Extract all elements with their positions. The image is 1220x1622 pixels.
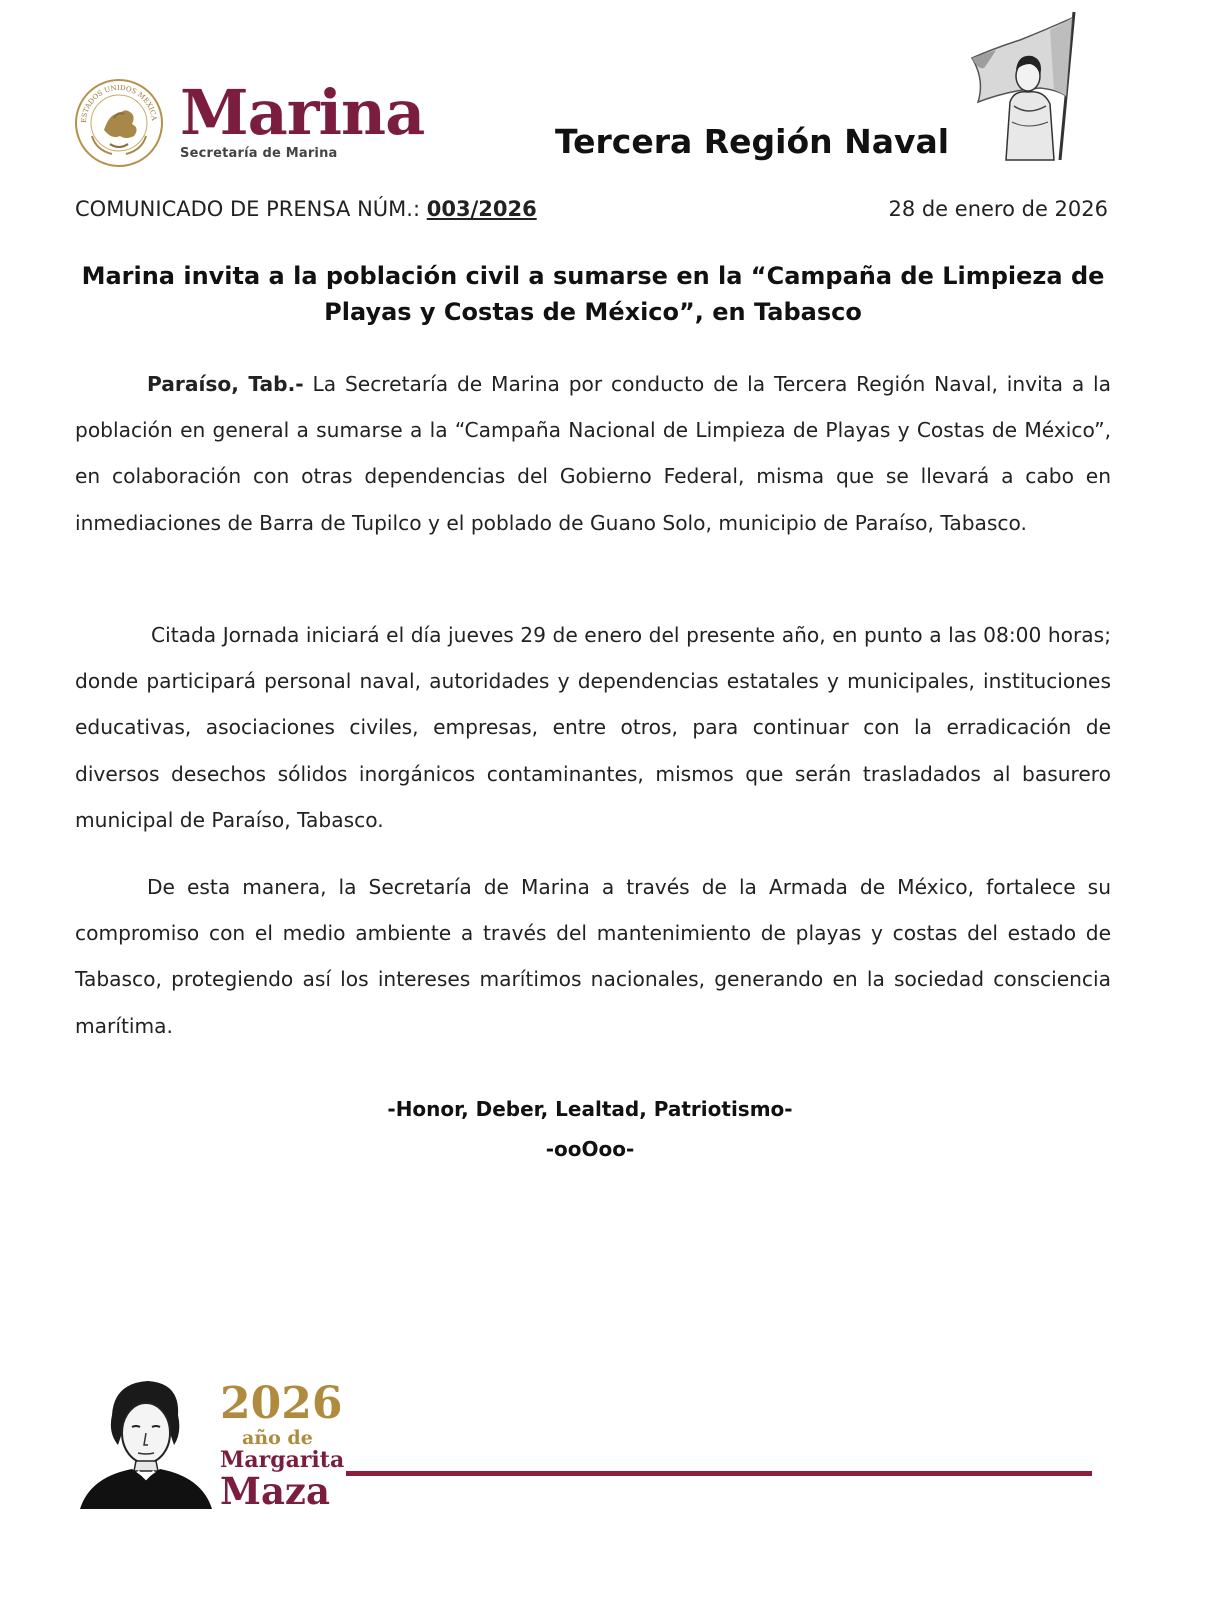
communique-line (75, 197, 537, 221)
end-mark: -ooOoo- (545, 1137, 635, 1161)
motto: -Honor, Deber, Lealtad, Patriotismo- (387, 1097, 793, 1121)
region-title: Tercera Región Naval (555, 122, 950, 161)
paragraph-1 (75, 361, 1111, 546)
logo-year-of: año de (242, 1427, 313, 1449)
paragraph-3-text: De esta manera, la Secretaría de Marina a través de la Armada de México, fortalece su compromiso con el medio ambiente a través del mantenimiento de playas y costas del estado de Tabasco, protegiendo así los intereses marítimos nacionales, generando en la sociedad consciencia marítima. (75, 875, 1111, 1038)
dateline: Paraíso, Tab.- (147, 372, 304, 396)
logo-first-name: Margarita (220, 1447, 345, 1473)
brand-name: Marina (180, 76, 425, 149)
logo-year: 2026 (220, 1378, 343, 1429)
flag-heroine-illustration (950, 10, 1100, 165)
paragraph-2 (75, 612, 1111, 843)
svg-text:ESTADOS UNIDOS MEXICANOS: ESTADOS UNIDOS MEXICA (79, 83, 158, 124)
headline: Marina invita a la población civil a sumarse en la “Campaña de Limpieza de Playas y Costas de México”, en Tabasco (81, 262, 1105, 326)
paragraph-1-text: La Secretaría de Marina por conducto de la Tercera Región Naval, invita a la población en general a sumarse a la “Campaña Nacional de Limpieza de Playas y Costas de México”, en colaboración con otras dependencias del Gobierno Federal, misma que se llevará a cabo en inmediaciones de Barra de Tupilco y el poblado de Guano Solo, municipio de Paraíso, Tabasco. (75, 372, 1111, 535)
communique-label: COMUNICADO DE PRENSA NÚM.: (75, 197, 427, 221)
communique-date: 28 de enero de 2026 (888, 197, 1108, 221)
marina-logo (180, 78, 424, 161)
communique-number: 003/2026 (426, 197, 537, 221)
logo-last-name: Maza (220, 1469, 330, 1513)
footer-rule (346, 1471, 1092, 1476)
year-of-margarita-maza-logo (220, 1378, 345, 1513)
paragraph-3 (75, 864, 1111, 1049)
national-seal-icon (74, 78, 164, 168)
brand-subtitle: Secretaría de Marina (180, 146, 338, 161)
paragraph-2-text: Citada Jornada iniciará el día jueves 29 de enero del presente año, en punto a las 08:00 horas; donde participará personal naval, autoridades y dependencias estatales y municipales, instituciones educativas, asociaciones civiles, empresas, entre otros, para continuar con la erradicación de diversos desechos sólidos inorgánicos contaminantes, mismos que serán trasladados al basurero municipal de Paraíso, Tabasco. (75, 623, 1111, 832)
margarita-maza-portrait (70, 1375, 220, 1510)
